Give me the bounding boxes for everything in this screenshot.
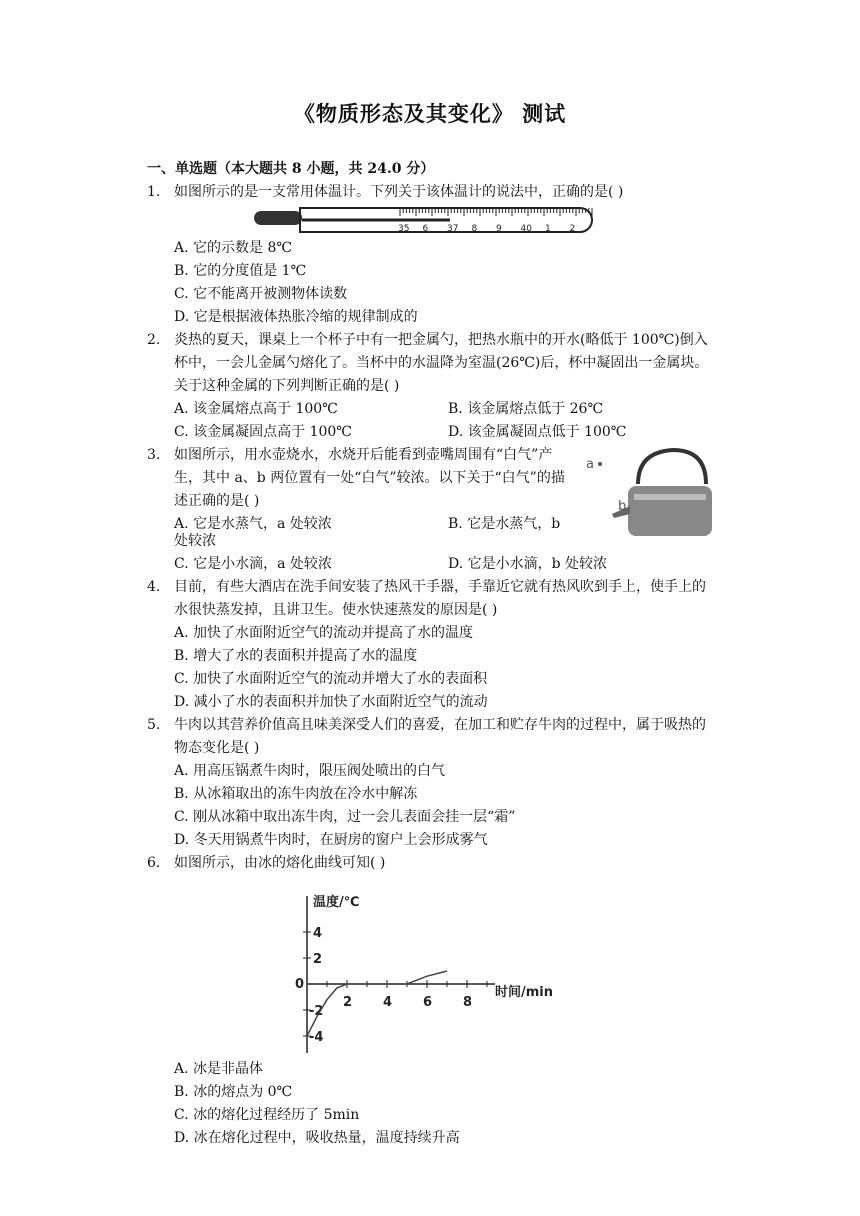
option-3b-cont: 处较浓 — [174, 533, 216, 549]
option-5a[interactable]: A. 用高压锅煮牛肉时，限压阀处喷出的白气 — [174, 763, 446, 779]
x-tick-label: 8 — [463, 995, 473, 1010]
kettle-figure — [578, 444, 714, 540]
x-tick-label: 6 — [423, 995, 433, 1010]
option-6b[interactable]: B. 冰的熔点为 0℃ — [174, 1084, 293, 1100]
option-2d[interactable]: D. 该金属凝固点低于 100℃ — [448, 424, 627, 440]
section-heading: 一、单选题（本大题共 8 小题，共 24.0 分） — [147, 161, 435, 177]
option-3a[interactable]: A. 它是水蒸气，a 处较浓 — [174, 516, 332, 532]
option-5c[interactable]: C. 刚从冰箱中取出冻牛肉，过一会儿表面会挂一层“霜” — [174, 809, 516, 825]
option-4b[interactable]: B. 增大了水的表面积并提高了水的温度 — [174, 648, 418, 664]
y-tick-label: 4 — [313, 926, 323, 941]
question-3 — [147, 444, 572, 513]
option-2a[interactable]: A. 该金属熔点高于 100℃ — [174, 401, 338, 417]
option-3d[interactable]: D. 它是小水滴，b 处较浓 — [448, 556, 608, 572]
page-title: 《物质形态及其变化》 测试 — [293, 101, 567, 126]
x-tick-label: 4 — [383, 995, 393, 1010]
option-1c[interactable]: C. 它不能离开被测物体读数 — [174, 286, 348, 302]
thermometer-scale-label: 6 — [422, 224, 429, 234]
question-number: 1. — [147, 184, 161, 200]
kettle-label-b: b — [618, 499, 627, 514]
option-2b[interactable]: B. 该金属熔点低于 26℃ — [448, 401, 604, 417]
y-axis-label: 温度/℃ — [313, 895, 360, 910]
thermometer-scale-label: 1 — [545, 224, 551, 234]
thermometer-scale-label: 9 — [496, 224, 502, 234]
question-5 — [147, 714, 717, 760]
option-5b[interactable]: B. 从冰箱取出的冻牛肉放在冷水中解冻 — [174, 786, 418, 802]
question-stem: 目前，有些大酒店在洗手间安装了热风干手器，手靠近它就有热风吹到手上，使手上的水很快蒸发掉，且讲卫生。使水快速蒸发的原因是( ) — [174, 579, 706, 618]
question-number: 3. — [147, 447, 161, 463]
question-stem: 牛肉以其营养价值高且味美深受人们的喜爱，在加工和贮存牛肉的过程中，属于吸热的物态变化是( ) — [174, 717, 706, 756]
option-3b[interactable]: B. 它是水蒸气，b — [448, 516, 561, 532]
option-4c[interactable]: C. 加快了水面附近空气的流动并增大了水的表面积 — [174, 671, 488, 687]
y-tick-label: -4 — [309, 1030, 324, 1045]
question-stem: 如图所示，用水壶烧水，水烧开后能看到壶嘴周围有“白气”产生，其中 a、b 两位置有一处“白气”较浓。以下关于“白气”的描述正确的是( ) — [174, 447, 565, 509]
y-tick-label: 2 — [313, 952, 323, 967]
question-number: 5. — [147, 717, 161, 733]
option-6d[interactable]: D. 冰在熔化过程中，吸收热量，温度持续升高 — [174, 1130, 460, 1146]
option-5d[interactable]: D. 冬天用锅煮牛肉时，在厨房的窗户上会形成雾气 — [174, 832, 488, 848]
thermometer-scale-label: 2 — [569, 224, 576, 234]
question-4 — [147, 576, 717, 622]
option-1b[interactable]: B. 它的分度值是 1℃ — [174, 263, 307, 279]
melting-curve-chart — [285, 888, 575, 1058]
question-number: 4. — [147, 579, 161, 595]
thermometer-scale-label: 37 — [447, 224, 459, 234]
option-4a[interactable]: A. 加快了水面附近空气的流动并提高了水的温度 — [174, 625, 474, 641]
option-1d[interactable]: D. 它是根据液体热胀冷缩的规律制成的 — [174, 309, 418, 325]
question-number: 2. — [147, 332, 161, 348]
x-tick-label: 2 — [343, 995, 353, 1010]
kettle-label-a: a — [586, 457, 594, 472]
question-number: 6. — [147, 855, 161, 871]
y-tick-label: -2 — [309, 1004, 324, 1019]
question-stem: 炎热的夏天，课桌上一个杯子中有一把金属勺，把热水瓶中的开水(略低于 100℃)倒入杯中，一会儿金属勺熔化了。当杯中的水温降为室温(26℃)后，杯中凝固出一金属块。关于这种金属的下列判断正确的是( ) — [174, 332, 709, 394]
option-4d[interactable]: D. 减小了水的表面积并加快了水面附近空气的流动 — [174, 694, 488, 710]
question-1 — [147, 181, 717, 204]
question-2 — [147, 329, 717, 398]
thermometer-scale-label: 8 — [471, 224, 478, 234]
option-2c[interactable]: C. 该金属凝固点高于 100℃ — [174, 424, 352, 440]
thermometer-scale-label: 40 — [520, 224, 532, 234]
question-stem: 如图所示的是一支常用体温计。下列关于该体温计的说法中，正确的是( ) — [174, 184, 624, 200]
thermometer-figure — [250, 202, 610, 238]
option-3c[interactable]: C. 它是小水滴，a 处较浓 — [174, 556, 332, 572]
question-6 — [147, 852, 717, 875]
x-axis-label: 时间/min — [495, 985, 554, 1000]
thermometer-scale-label: 35 — [398, 224, 410, 234]
option-1a[interactable]: A. 它的示数是 8℃ — [174, 240, 293, 256]
option-6a[interactable]: A. 冰是非晶体 — [174, 1061, 264, 1077]
question-stem: 如图所示，由冰的熔化曲线可知( ) — [174, 855, 386, 871]
origin-label: 0 — [295, 977, 305, 992]
option-6c[interactable]: C. 冰的熔化过程经历了 5min — [174, 1107, 360, 1123]
